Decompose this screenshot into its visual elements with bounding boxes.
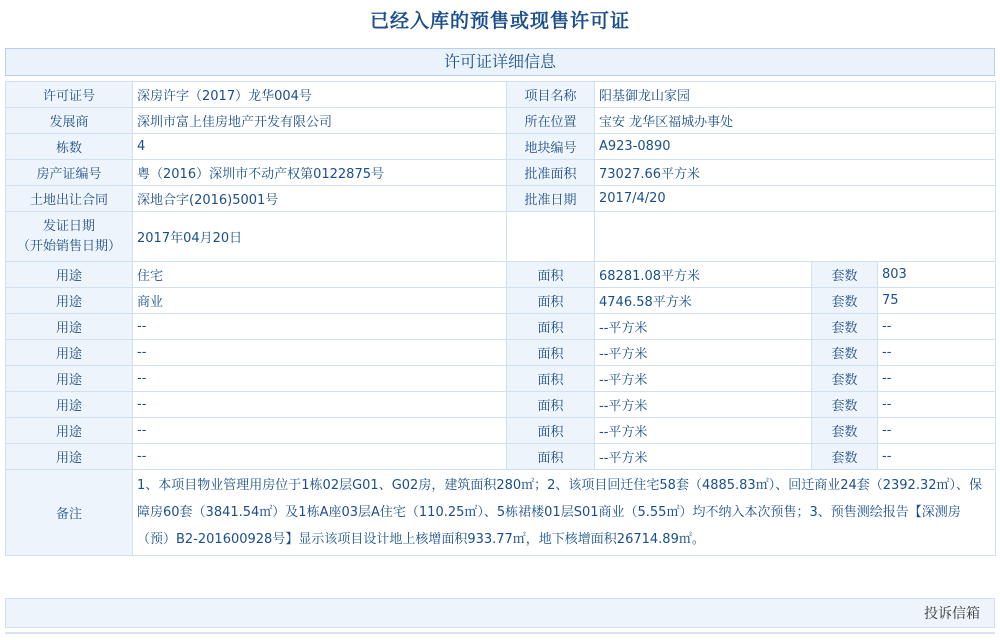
page-title: 已经入库的预售或现售许可证 <box>369 10 630 32</box>
units-value: -- <box>878 392 996 418</box>
area-value: 68281.08平方米 <box>595 262 812 288</box>
area-label: 面积 <box>507 392 595 418</box>
units-label: 套数 <box>812 288 878 314</box>
section-header: 许可证详细信息 <box>5 48 995 76</box>
issue-date-label <box>6 212 133 262</box>
developer-value: 深圳市富上佳房地产开发有限公司 <box>133 108 507 134</box>
table-row <box>6 82 996 108</box>
units-label: 套数 <box>812 444 878 470</box>
usage-value: -- <box>133 314 507 340</box>
units-value: -- <box>878 444 996 470</box>
area-value: 4746.58平方米 <box>595 288 812 314</box>
remarks-label: 备注 <box>6 470 133 556</box>
usage-label: 用途 <box>6 314 133 340</box>
empty-cell <box>507 212 595 262</box>
approval-date-label: 批准日期 <box>507 186 595 212</box>
area-label: 面积 <box>507 340 595 366</box>
usage-label: 用途 <box>6 288 133 314</box>
permit-no-label: 许可证号 <box>6 82 133 108</box>
usage-label: 用途 <box>6 340 133 366</box>
table-row <box>6 186 996 212</box>
units-label: 套数 <box>812 314 878 340</box>
area-label: 面积 <box>507 262 595 288</box>
buildings-value: 4 <box>133 134 507 160</box>
project-name-value: 阳基御龙山家园 <box>595 82 996 108</box>
approval-date-value: 2017/4/20 <box>595 186 996 212</box>
units-value: -- <box>878 340 996 366</box>
usage-row <box>6 366 996 392</box>
buildings-label: 栋数 <box>6 134 133 160</box>
usage-row <box>6 340 996 366</box>
parcel-no-label: 地块编号 <box>507 134 595 160</box>
units-value: -- <box>878 314 996 340</box>
empty-cell <box>595 212 996 262</box>
issue-date-label-line2: （开始销售日期） <box>16 238 121 254</box>
area-label: 面积 <box>507 366 595 392</box>
area-label: 面积 <box>507 314 595 340</box>
units-value: -- <box>878 366 996 392</box>
issue-date-value: 2017年04月20日 <box>133 212 507 262</box>
usage-value: -- <box>133 444 507 470</box>
land-contract-label: 土地出让合同 <box>6 186 133 212</box>
usage-row <box>6 418 996 444</box>
usage-label: 用途 <box>6 418 133 444</box>
property-cert-label: 房产证编号 <box>6 160 133 186</box>
units-value: -- <box>878 418 996 444</box>
usage-value: 住宅 <box>133 262 507 288</box>
permit-no-value: 深房许字（2017）龙华004号 <box>133 82 507 108</box>
usage-row <box>6 314 996 340</box>
units-label: 套数 <box>812 340 878 366</box>
units-label: 套数 <box>812 418 878 444</box>
usage-row <box>6 288 996 314</box>
area-label: 面积 <box>507 418 595 444</box>
footer-divider <box>5 632 995 634</box>
complaint-mailbox-link[interactable]: 投诉信箱 <box>924 606 980 622</box>
area-value: --平方米 <box>595 340 812 366</box>
table-row <box>6 160 996 186</box>
area-value: --平方米 <box>595 418 812 444</box>
table-row <box>6 134 996 160</box>
usage-label: 用途 <box>6 262 133 288</box>
units-label: 套数 <box>812 366 878 392</box>
approved-area-value: 73027.66平方米 <box>595 160 996 186</box>
location-value: 宝安 龙华区福城办事处 <box>595 108 996 134</box>
developer-label: 发展商 <box>6 108 133 134</box>
area-value: --平方米 <box>595 314 812 340</box>
area-label: 面积 <box>507 288 595 314</box>
units-value: 75 <box>878 288 996 314</box>
property-cert-value: 粤（2016）深圳市不动产权第0122875号 <box>133 160 507 186</box>
usage-row <box>6 444 996 470</box>
usage-row <box>6 262 996 288</box>
location-label: 所在位置 <box>507 108 595 134</box>
usage-label: 用途 <box>6 444 133 470</box>
project-name-label: 项目名称 <box>507 82 595 108</box>
table-row <box>6 212 996 262</box>
area-value: --平方米 <box>595 444 812 470</box>
land-contract-value: 深地合字(2016)5001号 <box>133 186 507 212</box>
usage-value: -- <box>133 366 507 392</box>
usage-label: 用途 <box>6 392 133 418</box>
usage-value: 商业 <box>133 288 507 314</box>
table-row <box>6 470 996 556</box>
units-label: 套数 <box>812 392 878 418</box>
usage-row <box>6 392 996 418</box>
parcel-no-value: A923-0890 <box>595 134 996 160</box>
area-value: --平方米 <box>595 366 812 392</box>
permit-info-table <box>5 81 996 556</box>
units-value: 803 <box>878 262 996 288</box>
usage-value: -- <box>133 340 507 366</box>
usage-value: -- <box>133 392 507 418</box>
area-label: 面积 <box>507 444 595 470</box>
footer-bar <box>5 598 995 628</box>
area-value: --平方米 <box>595 392 812 418</box>
usage-label: 用途 <box>6 366 133 392</box>
remarks-text: 1、本项目物业管理用房位于1栋02层G01、G02房，建筑面积280㎡；2、该项目回迁住宅58套（4885.83㎡）、回迁商业24套（2392.32㎡）、保障房60套（3841.54㎡）及1栋A座03层A住宅（110.25㎡）、5栋裙楼01层S01商业（5.55㎡）均不纳入本次预售；3、预售测绘报告【深测房（预）B2-201600928号】显示该项目设计地上核增面积933.77㎡，地下核增面积26714.89㎡。 <box>133 470 996 556</box>
approved-area-label: 批准面积 <box>507 160 595 186</box>
issue-date-label-line1: 发证日期 <box>42 218 95 234</box>
table-row <box>6 108 996 134</box>
units-label: 套数 <box>812 262 878 288</box>
usage-value: -- <box>133 418 507 444</box>
usage-rows <box>6 262 996 470</box>
